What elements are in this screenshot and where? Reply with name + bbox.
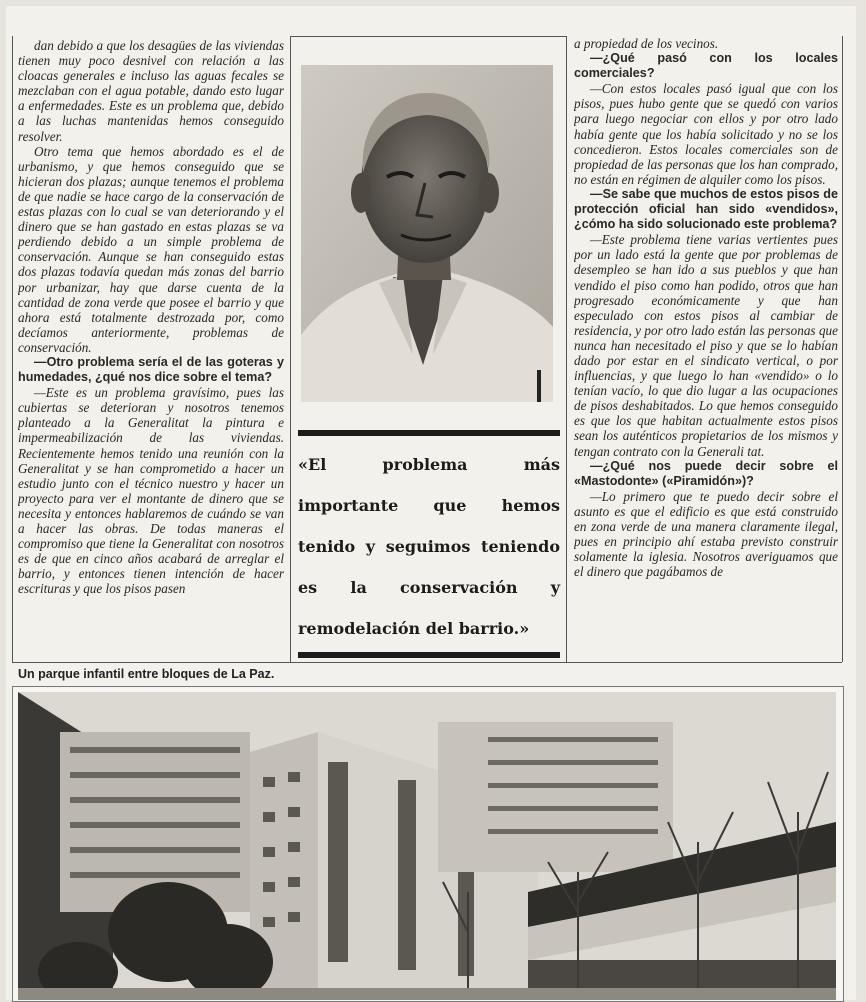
housing-blocks-illustration — [18, 692, 836, 1000]
interview-question: —Otro problema sería el de las goteras y humedades, ¿qué nos dice sobre el tema? — [18, 354, 284, 385]
interview-question: —Se sabe que muchos de estos pisos de protección oficial han sido «vendidos», ¿cómo ha sido solucionado este problema? — [574, 186, 838, 232]
article-paragraph: —Con estos locales pasó igual que con los pisos, pues hubo gente que se quedó con varios para luego negociar con ellos y por otro lado había gente que los había solicitado y no se los concedieron. Estos locales comerciales son de propiedad de las personas que los han comprado, no están en régimen de alquiler como los pisos. — [574, 81, 838, 187]
column-rule-right — [566, 36, 567, 662]
pull-quote — [298, 430, 560, 662]
frame-rule-left — [12, 36, 13, 662]
article-column-right — [574, 36, 838, 658]
article-paragraph: Otro tema que hemos abordado es el de urbanismo, y que hemos conseguido que se hicieran dos plazas; aunque tenemos el problema de que nadie se hace cargo de la conservación de estas plazas con lo cual se van deteriorando y el dinero que se han gastado en estas plazas se va perdiendo debido a un simple problema de conservación. Aunque se han conseguido estas dos plazas todavía quedan más zonas del barrio por urbanizar, hay que darse cuenta de la cantidad de zona verde que posee el barrio y que ahora está totalmente destrozada por, como decíamos anteriormente, problemas de conservación. — [18, 143, 284, 355]
article-paragraph: —Lo primero que te puedo decir sobre el asunto es que el edificio es que está construido en zona verde de una manera claramente ilegal, pues en principio ahí estaba previsto construir solamente la iglesia. Nosotros averiguamos que el dinero que pagábamos de — [574, 488, 838, 580]
interview-question: —¿Qué pasó con los locales comerciales? — [574, 51, 838, 81]
article-paragraph: dan debido a que los desagües de las viviendas tienen muy poco desnivel con relación a las cloacas generales e incluso las aguas fecales se mezclaban con el agua potable, dando esto lugar a enfermedades. Este es un problema que, debido a las luchas mantenidas hemos conseguido resolver. — [18, 38, 284, 144]
pull-quote-text: «El problema más importante que hemos tenido y seguimos teniendo es la conservación y remodelación del barrio.» — [298, 455, 560, 638]
article-column-left — [18, 38, 284, 660]
article-paragraph: —Este es un problema gravísimo, pues las cubiertas se deterioran y nosotros tenemos planteado a la Generalitat la pintura e impermeabilización de las viviendas. Recientemente hemos tenido una reunión con la Generalitat y se han comprometido a hacer un estudio junto con el técnico nuestro y hacer un proyecto para ver el montante de dinero que se necesita y entonces hablaremos de cuándo se van a hacer las obras. De todas maneras el compromiso que tiene la Generalitat con nosotros es de que en cinco años acabará de arreglar el barrio, y entonces tienen intención de hacer escrituras y que los pisos pasen — [18, 385, 284, 597]
frame-rule-right — [842, 36, 843, 662]
article-paragraph: a propiedad de los vecinos. — [574, 36, 719, 51]
park-photo — [18, 692, 836, 1000]
photo-caption: Un parque infantil entre bloques de La Paz. — [18, 667, 275, 681]
column-rule-left — [290, 36, 291, 662]
frame-rule-bottom — [12, 662, 842, 663]
portrait-photo — [301, 65, 553, 402]
portrait-illustration — [301, 65, 553, 402]
interview-question: —¿Qué nos puede decir sobre el «Mastodonte» («Piramidón»)? — [574, 458, 838, 488]
pull-quote-top-bar — [298, 430, 560, 436]
article-paragraph: —Este problema tiene varias vertientes pues por un lado está la gente que por problemas de desempleo se han ido a sus pueblos y que han vendido el piso como han podido, otros que han progresado económicamente y que han especulado con estos pisos al cambiar de residencia, y por otro lado están las personas que nunca han necesitado el piso y que se lo habían dado por estar en el sindicato vertical, o por influencias, y que luego lo han «vendido» o lo tenían vacío, lo que dio lugar a las ocupaciones de pisos deshabitados. Lo que hemos conseguido es que los que habitan actualmente estos pisos sean los auténticos propietarios de los mismos y tengan contrato con la Generali tat. — [574, 232, 838, 459]
pull-quote-bottom-bar — [298, 652, 560, 658]
frame-rule-top — [290, 36, 566, 37]
